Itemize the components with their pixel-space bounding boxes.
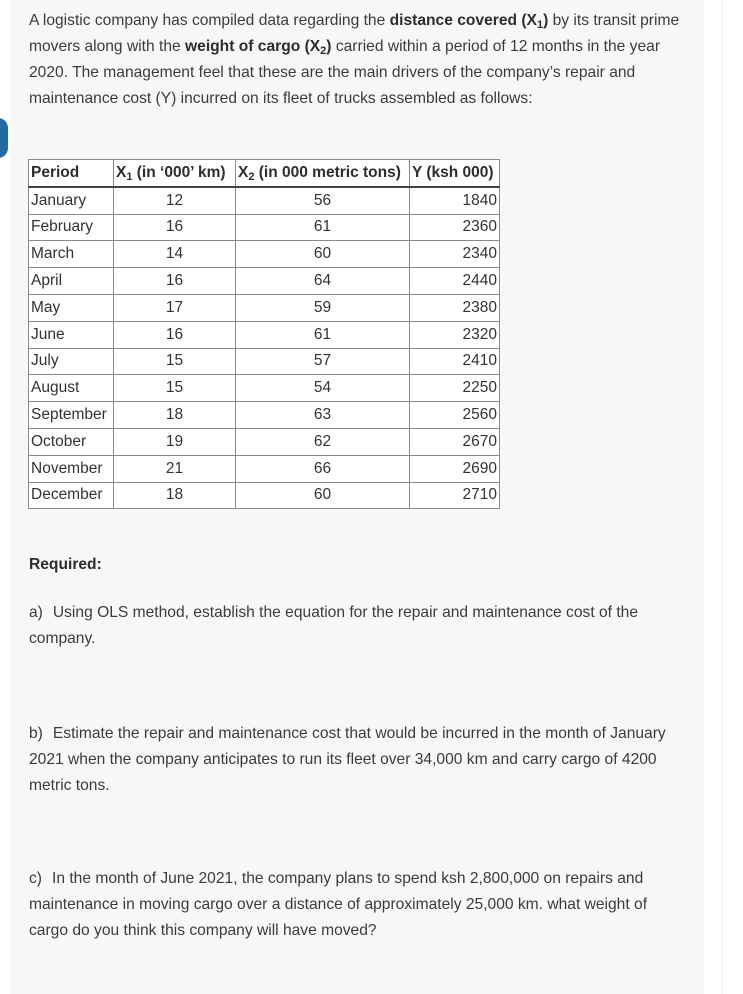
- cell-y: 2250: [410, 375, 500, 402]
- cell-x1: 16: [114, 268, 236, 295]
- header-y: Y (ksh 000): [410, 160, 500, 187]
- intro-bold-1: distance covered (X: [389, 12, 537, 29]
- cell-x2: 62: [236, 428, 410, 455]
- intro-bold-2: weight of cargo (X: [185, 38, 321, 55]
- table-row: [29, 241, 500, 268]
- cell-x1: 16: [114, 321, 236, 348]
- cell-x1: 17: [114, 294, 236, 321]
- cell-x2: 64: [236, 268, 410, 295]
- intro-bold-weight: [185, 38, 331, 55]
- cell-y: 2380: [410, 294, 500, 321]
- cell-x1: 14: [114, 241, 236, 268]
- cell-x2: 56: [236, 187, 410, 214]
- cell-x2: 60: [236, 241, 410, 268]
- question-c-text: In the month of June 2021, the company plans to spend ksh 2,800,000 on repairs and maintenance in moving cargo over a distance of approximately 25,000 km. what weight of cargo do you think this company will have moved?: [29, 870, 648, 939]
- header-x1-post: (in ‘000’ km): [132, 163, 226, 181]
- question-b-label: b): [29, 725, 43, 742]
- question-c: [29, 866, 689, 944]
- table-row: [29, 348, 500, 375]
- table-row: [29, 402, 500, 429]
- cell-y: 2440: [410, 268, 500, 295]
- table-row: [29, 455, 500, 482]
- cell-period: January: [29, 187, 114, 214]
- header-x1-pre: X: [116, 163, 127, 181]
- cell-period: December: [29, 482, 114, 509]
- cell-x2: 66: [236, 455, 410, 482]
- cell-y: 1840: [410, 187, 500, 214]
- table-row: [29, 375, 500, 402]
- intro-text-2: by its transit prime movers along with the: [29, 12, 680, 55]
- intro-bold-distance: [390, 12, 549, 29]
- question-c-label: c): [29, 870, 42, 887]
- cell-y: 2690: [410, 455, 500, 482]
- cell-x1: 21: [114, 455, 236, 482]
- intro-text-3: carried within a period of 12 months in the year 2020. The management feel that these are the main drivers of the company’s repair and maintenance cost (Y) incurred on its fleet of trucks assembled as follows:: [29, 38, 661, 107]
- header-x2-pre: X: [238, 163, 249, 181]
- cell-x2: 54: [236, 375, 410, 402]
- cell-x2: 60: [236, 482, 410, 509]
- cell-y: 2340: [410, 241, 500, 268]
- table-row: [29, 268, 500, 295]
- required-heading: Required:: [29, 556, 102, 573]
- side-indicator: [0, 118, 8, 158]
- header-x2-post: (in 000 metric tons): [254, 163, 401, 181]
- cell-x2: 61: [236, 321, 410, 348]
- question-b-text: Estimate the repair and maintenance cost that would be incurred in the month of January 2021 when the company anticipates to run its fleet over 34,000 km and carry cargo of 4200 metric tons.: [29, 725, 666, 794]
- intro-sub-1: 1: [536, 19, 544, 31]
- table-row: [29, 321, 500, 348]
- cell-period: February: [29, 214, 114, 241]
- intro-sub-2: 2: [320, 45, 327, 57]
- cell-y: 2320: [410, 321, 500, 348]
- cell-x1: 18: [114, 482, 236, 509]
- question-a: [29, 600, 689, 652]
- cell-period: June: [29, 321, 114, 348]
- header-x1: [114, 160, 236, 187]
- cell-period: July: [29, 348, 114, 375]
- cell-x1: 12: [114, 187, 236, 214]
- cell-period: April: [29, 268, 114, 295]
- cell-period: March: [29, 241, 114, 268]
- cell-x1: 18: [114, 402, 236, 429]
- scrollbar-track[interactable]: [722, 0, 723, 994]
- cell-x2: 57: [236, 348, 410, 375]
- intro-bold-2-end: ): [326, 38, 332, 55]
- cell-x1: 15: [114, 348, 236, 375]
- cell-period: May: [29, 294, 114, 321]
- header-period: Period: [29, 160, 114, 187]
- cell-y: 2360: [410, 214, 500, 241]
- cell-y: 2670: [410, 428, 500, 455]
- intro-paragraph: [29, 8, 689, 112]
- cell-period: September: [29, 402, 114, 429]
- cell-x2: 63: [236, 402, 410, 429]
- table-row: [29, 214, 500, 241]
- table-row: [29, 187, 500, 214]
- cell-x1: 16: [114, 214, 236, 241]
- cell-y: 2560: [410, 402, 500, 429]
- cell-x1: 19: [114, 428, 236, 455]
- question-a-text: Using OLS method, establish the equation for the repair and maintenance cost of the company.: [29, 604, 638, 647]
- cell-period: November: [29, 455, 114, 482]
- intro-text-1: A logistic company has compiled data regarding the: [29, 12, 390, 29]
- cell-x2: 61: [236, 214, 410, 241]
- cell-x2: 59: [236, 294, 410, 321]
- cell-x1: 15: [114, 375, 236, 402]
- table-header-row: [29, 160, 500, 187]
- header-x2-sub: 2: [248, 170, 255, 183]
- cell-period: October: [29, 428, 114, 455]
- table-row: [29, 482, 500, 509]
- question-b: [29, 721, 689, 799]
- table-row: [29, 294, 500, 321]
- header-x1-sub: 1: [126, 170, 133, 183]
- question-a-label: a): [29, 604, 43, 621]
- intro-bold-1-end: ): [543, 12, 549, 29]
- data-table: [28, 159, 500, 509]
- cell-y: 2410: [410, 348, 500, 375]
- header-x2: [236, 160, 410, 187]
- table-row: [29, 428, 500, 455]
- cell-y: 2710: [410, 482, 500, 509]
- cell-period: August: [29, 375, 114, 402]
